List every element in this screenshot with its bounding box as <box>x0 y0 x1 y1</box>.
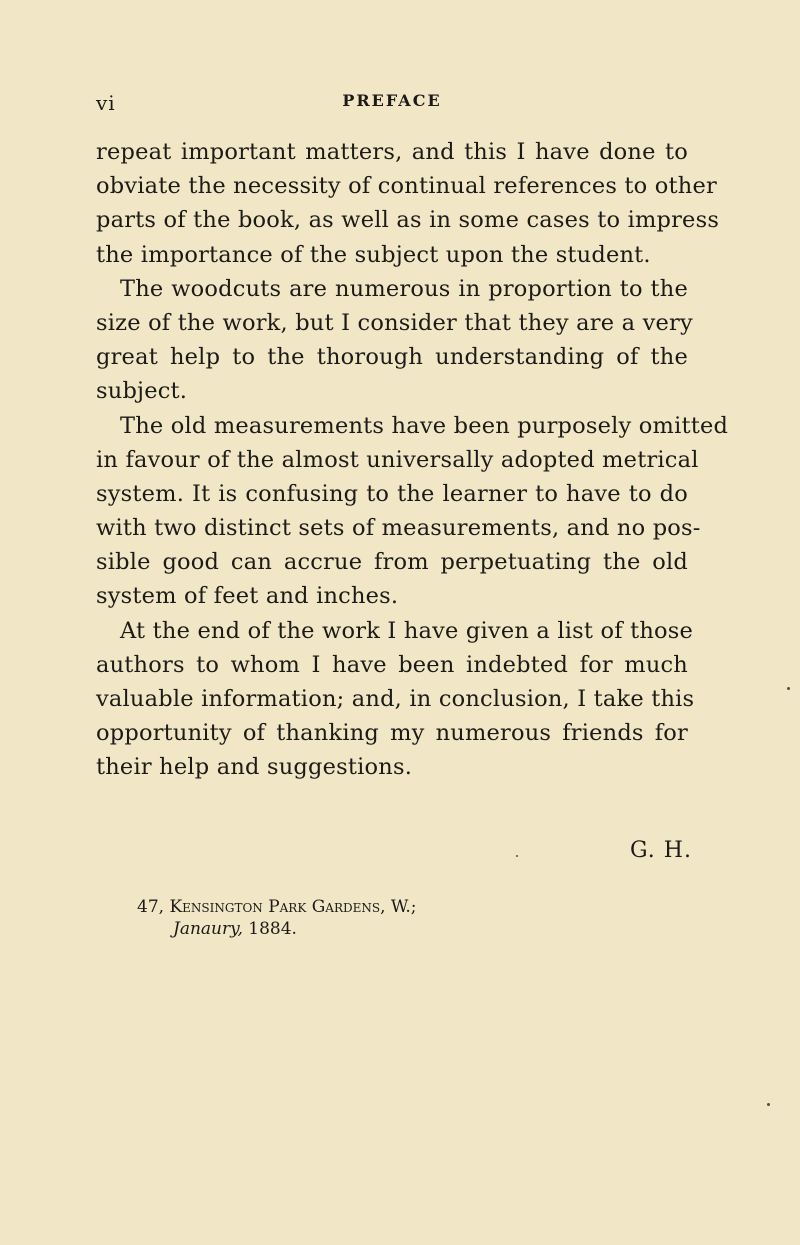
text-line: authors to whom I have been indebted for much <box>96 651 688 678</box>
date-month: Janaury, <box>173 919 243 939</box>
running-head <box>96 91 688 117</box>
text-line: size of the work, but I consider that they are a very <box>96 309 693 336</box>
address-text: 47, Kensington Park Gardens, W.; <box>137 897 417 917</box>
text-line: with two distinct sets of measurements, and no pos- <box>96 515 701 542</box>
text-line: system. It is confusing to the learner to have to do <box>96 480 688 507</box>
paper-speck <box>516 855 518 857</box>
page-number: vi <box>96 91 116 115</box>
text-line: repeat important matters, and this I have done to <box>96 139 688 165</box>
paper-speck <box>787 687 790 690</box>
text-line: obviate the necessity of continual references to other <box>96 173 717 200</box>
preface-body <box>96 135 729 785</box>
author-initials: G. H. <box>630 838 692 863</box>
text-line: parts of the book, as well as in some cases to impress <box>96 207 720 234</box>
text-line: in favour of the almost universally adopted metrical <box>96 446 699 473</box>
address-line <box>137 896 417 918</box>
text-line: At the end of the work I have given a list of those <box>120 617 694 644</box>
text-line: subject. <box>96 378 188 405</box>
page-heading: PREFACE <box>342 91 442 110</box>
paper-speck <box>767 1103 770 1106</box>
text-line: their help and suggestions. <box>96 754 413 781</box>
text-line: The woodcuts are numerous in proportion to the <box>120 275 688 302</box>
text-line: The old measurements have been purposely omitted <box>120 412 729 439</box>
text-line: great help to the thorough understanding of the <box>96 344 688 371</box>
date-year: 1884. <box>248 919 297 939</box>
text-line: system of feet and inches. <box>96 583 399 610</box>
text-line: opportunity of thanking my numerous friends for <box>96 720 688 747</box>
text-line: the importance of the subject upon the student. <box>96 241 651 268</box>
text-line: valuable information; and, in conclusion, I take this <box>96 686 695 712</box>
date-line <box>173 919 297 939</box>
text-line: sible good can accrue from perpetuating the old <box>96 549 688 576</box>
